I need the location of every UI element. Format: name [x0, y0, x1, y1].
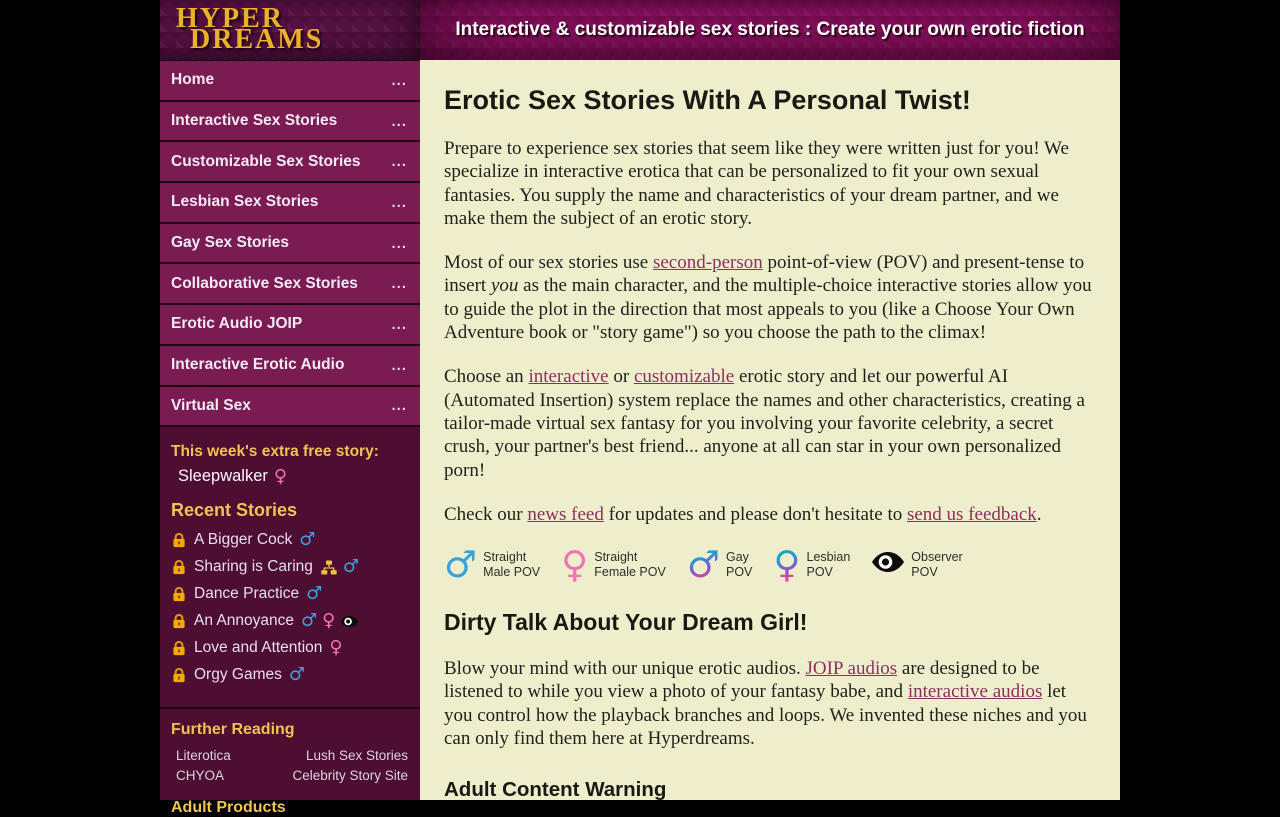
male-icon: ♂	[342, 556, 360, 578]
warning-section-title: Adult Content Warning	[444, 778, 667, 802]
story-title: Sharing is Caring	[194, 558, 313, 576]
pov-item-observer	[871, 550, 962, 580]
ellipsis-icon[interactable]: ...	[391, 397, 407, 415]
male-icon: ♂	[306, 583, 323, 605]
pov-label: Straight Male POV	[483, 549, 541, 579]
text-segment: as the main character, and the multiple-choice interactive stories allow you to guide the plot in the direction that most appeals to you (like a Choose Your Own Adventure book or "story game") so you choose the path to the climax!	[444, 275, 1092, 344]
pov-item-gay	[686, 543, 753, 587]
further-reading-heading: Further Reading	[171, 721, 295, 739]
lock-icon	[171, 559, 187, 575]
eye-icon	[871, 551, 905, 573]
story-icons	[306, 585, 322, 603]
rainbow-male-icon: ♂	[686, 543, 720, 587]
site-tagline: Interactive & customizable sex stories : Create your own erotic fiction	[455, 19, 1085, 40]
sidebar-item-lesbian-sex-stories[interactable]	[160, 183, 420, 224]
text-segment: Prepare to experience sex stories that seem like they were written just for you! We specialize in interactive erotica that can be personalized to fit your own sexual fantasies. You supply the name and characteristics of your dream partner, and we make them the subject of an erotic story.	[444, 138, 1069, 229]
site-container	[160, 0, 1120, 817]
newsfeed-paragraph	[444, 503, 1092, 526]
pov-icon	[871, 551, 905, 578]
logo-line1: HYPER	[176, 3, 284, 34]
audio-paragraph	[444, 657, 1092, 750]
text-segment: point-of-view (POV) and present-tense to insert	[444, 252, 1085, 297]
recent-story-love-and-attention[interactable]	[171, 639, 408, 657]
pov-icon	[773, 543, 801, 587]
sidebar-item-label: Collaborative Sex Stories	[171, 274, 358, 292]
audio-section-title: Dirty Talk About Your Dream Girl!	[444, 609, 808, 636]
story-title: Love and Attention	[194, 639, 323, 657]
recent-stories-heading: Recent Stories	[171, 500, 298, 521]
female-icon: ♀	[561, 543, 589, 587]
recent-story-orgy-games[interactable]	[171, 666, 408, 684]
story-title: An Annoyance	[194, 612, 294, 630]
female-icon: ♀	[273, 465, 288, 487]
male-icon: ♂	[444, 543, 478, 587]
ellipsis-icon[interactable]: ...	[391, 71, 407, 89]
further-reading-panel	[160, 707, 420, 783]
sidebar-item-label: Gay Sex Stories	[171, 234, 290, 252]
main-content	[420, 60, 1120, 800]
recent-story-dance-practice[interactable]	[171, 585, 408, 603]
sidebar-item-gay-sex-stories[interactable]	[160, 224, 420, 265]
site-logo[interactable]	[160, 0, 420, 60]
sidebar-item-virtual-sex[interactable]	[160, 387, 420, 428]
male-icon: ♂	[300, 610, 318, 632]
inline-link-second-person[interactable]: second-person	[652, 252, 763, 274]
adult-products-panel	[160, 783, 420, 817]
sidebar-item-customizable-sex-stories[interactable]	[160, 142, 420, 183]
male-icon: ♂	[288, 664, 305, 686]
ellipsis-icon[interactable]: ...	[391, 234, 407, 252]
story-title: Dance Practice	[194, 585, 300, 603]
lock-icon	[171, 613, 187, 629]
sidebar-item-home[interactable]	[160, 61, 420, 102]
text-segment: Most of our sex stories use	[444, 252, 653, 274]
pov-icon	[686, 543, 720, 587]
emphasis-text: you	[490, 275, 519, 297]
text-segment: Blow your mind with our unique erotic audios.	[444, 658, 806, 680]
ellipsis-icon[interactable]: ...	[391, 193, 407, 211]
pov-icon	[444, 543, 478, 587]
ellipsis-icon[interactable]: ...	[391, 315, 407, 333]
eye-icon	[340, 615, 359, 628]
text-segment: .	[1036, 503, 1042, 525]
text-segment: erotic story and let our powerful AI (Automated Insertion) system replace the names and other characteristics, creating a tailor-made virtual sex fantasy for you involving your favorite celebrity, a secret crush, your partner's best friend... anyone at all can star in your own personalized porn!	[444, 366, 1085, 481]
logo-line2: DREAMS	[190, 24, 324, 55]
header-banner	[420, 0, 1120, 60]
pov-item-lesbian	[773, 543, 851, 587]
ellipsis-icon[interactable]: ...	[391, 356, 407, 374]
story-icons	[320, 558, 359, 576]
inline-link-interactive[interactable]: interactive	[528, 366, 609, 388]
intro-paragraph	[444, 137, 1092, 230]
lock-icon	[171, 667, 187, 683]
lock-icon	[171, 640, 187, 656]
text-segment: Choose an	[444, 366, 529, 388]
recent-stories-list	[171, 531, 408, 684]
pov-paragraph	[444, 251, 1092, 344]
pov-label: Straight Female POV	[594, 549, 666, 579]
story-icons	[299, 531, 315, 549]
recent-story-an-annoyance[interactable]	[171, 612, 408, 630]
rainbow-female-icon: ♀	[773, 543, 801, 587]
page-title: Erotic Sex Stories With A Personal Twist!	[444, 85, 971, 115]
free-story-heading: This week's extra free story:	[171, 443, 379, 461]
pov-item-straight	[444, 543, 541, 587]
pov-label: Observer POV	[911, 549, 963, 579]
ellipsis-icon[interactable]: ...	[391, 153, 407, 171]
lock-icon	[171, 532, 187, 548]
sidebar-item-label: Interactive Sex Stories	[171, 112, 338, 130]
sidebar-item-interactive-sex-stories[interactable]	[160, 102, 420, 143]
sidebar	[160, 60, 420, 817]
inline-link-joip-audios[interactable]: JOIP audios	[805, 658, 898, 680]
further-reading-link-lush-sex-stories[interactable]: Lush Sex Stories	[305, 748, 408, 764]
pov-legend	[444, 543, 1092, 587]
recent-story-sharing-is-caring[interactable]	[171, 558, 408, 576]
female-icon: ♀	[322, 610, 336, 632]
ellipsis-icon[interactable]: ...	[391, 112, 407, 130]
further-reading-links	[176, 748, 408, 783]
inline-link-send-us-feedback[interactable]: send us feedback	[906, 503, 1037, 525]
page-columns	[160, 60, 1120, 817]
ellipsis-icon[interactable]: ...	[391, 275, 407, 293]
further-reading-link-celebrity-story-site[interactable]: Celebrity Story Site	[292, 768, 408, 784]
sidebar-item-label: Lesbian Sex Stories	[171, 193, 319, 211]
ai-paragraph	[444, 365, 1092, 481]
pov-label: Lesbian POV	[806, 549, 851, 579]
text-segment: or	[608, 366, 634, 388]
recent-story-a-bigger-cock[interactable]	[171, 531, 408, 549]
inline-link-customizable[interactable]: customizable	[633, 366, 735, 388]
story-title: A Bigger Cock	[194, 531, 293, 549]
free-story-panel	[160, 427, 420, 486]
sidebar-item-interactive-erotic-audio[interactable]	[160, 346, 420, 387]
story-icons	[289, 666, 305, 684]
sidebar-item-collaborative-sex-stories[interactable]	[160, 264, 420, 305]
site-header	[160, 0, 1120, 60]
sidebar-item-erotic-audio-joip[interactable]	[160, 305, 420, 346]
text-segment: let you control how the playback branches and loops. We invented these niches and you can only find them here at Hyperdreams.	[444, 681, 1087, 750]
story-icons	[301, 612, 359, 630]
sidebar-item-label: Erotic Audio JOIP	[171, 315, 303, 333]
inline-link-interactive-audios[interactable]: interactive audios	[907, 681, 1043, 703]
free-story-link[interactable]	[178, 467, 408, 486]
text-segment: are designed to be listened to while you view a photo of your fantasy babe, and	[444, 658, 1040, 703]
pov-item-straight	[561, 543, 666, 587]
story-icons	[329, 639, 342, 657]
inline-link-news-feed[interactable]: news feed	[527, 503, 604, 525]
adult-products-heading: Adult Products	[171, 799, 286, 817]
female-icon: ♀	[329, 637, 343, 659]
sidebar-item-label: Interactive Erotic Audio	[171, 356, 345, 374]
free-story-icons	[273, 465, 288, 487]
lock-icon	[171, 586, 187, 602]
story-title: Orgy Games	[194, 666, 282, 684]
further-reading-link-literotica[interactable]: Literotica	[176, 748, 231, 764]
text-segment: for updates and please don't hesitate to	[603, 503, 907, 525]
pov-icon	[561, 543, 589, 587]
sidebar-menu	[160, 60, 420, 427]
male-icon: ♂	[299, 529, 316, 551]
free-story-title: Sleepwalker	[178, 467, 268, 486]
share-icon	[320, 560, 338, 575]
text-segment: Check our	[444, 503, 528, 525]
pov-label: Gay POV	[725, 549, 753, 579]
sidebar-item-label: Virtual Sex	[171, 396, 251, 414]
further-reading-link-chyoa[interactable]: CHYOA	[176, 768, 225, 784]
recent-stories-panel	[160, 486, 420, 693]
sidebar-item-label: Home	[171, 71, 215, 89]
sidebar-item-label: Customizable Sex Stories	[171, 152, 361, 170]
